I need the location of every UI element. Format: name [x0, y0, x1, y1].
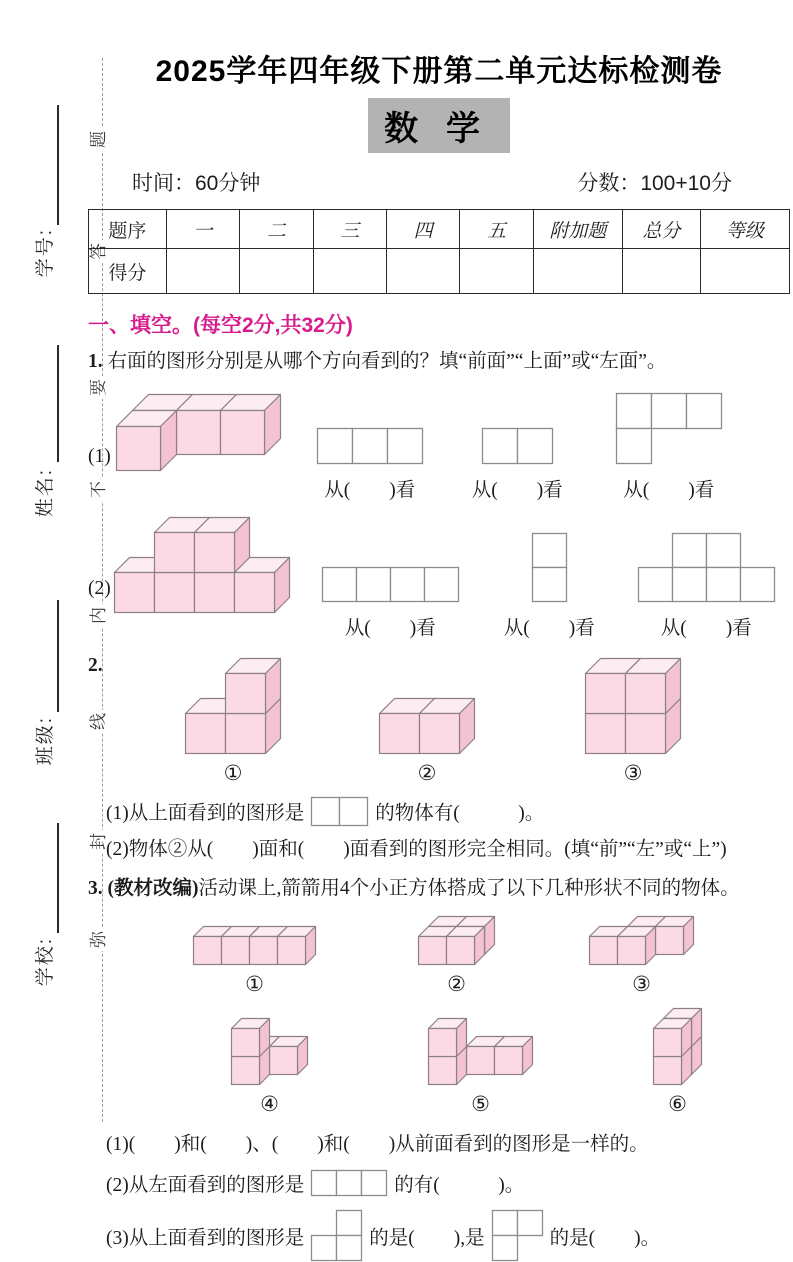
school-label: 学校: [35, 937, 56, 987]
q3-object-5 [427, 1017, 534, 1117]
student-id-blank [57, 105, 59, 225]
q2-part1-inline-figure [310, 796, 369, 827]
q2-part1-suffix: 的物体有( )。 [375, 803, 545, 825]
q1-part2-object-figure [113, 516, 291, 614]
q3-object-4 [230, 1017, 309, 1117]
q3-part3 [106, 1209, 790, 1262]
q2-part1-prefix: (1)从上面看到的图形是 [106, 803, 305, 825]
meta-row [88, 167, 790, 197]
side-view-figure [481, 427, 554, 465]
score-table [88, 209, 790, 294]
cube-figure [588, 915, 695, 966]
q3-stem: 活动课上,箭箭用4个小正方体搭成了以下几种形状不同的物体。 [198, 877, 740, 899]
q3-part2 [106, 1169, 790, 1197]
q1-part2-view2 [504, 532, 595, 640]
q3-part2-prefix: (2)从左面看到的图形是 [106, 1175, 305, 1197]
q2-figures-row [184, 657, 790, 786]
seal-char: 内 [90, 604, 115, 627]
q3-part2-suffix: 的有( )。 [394, 1175, 525, 1197]
class-label: 班级: [35, 716, 56, 766]
score-row-label: 得分 [89, 249, 167, 294]
figure-label: ② [417, 760, 437, 785]
figure-label: ④ [260, 1092, 279, 1117]
score-table-score-row [89, 249, 790, 294]
student-id-label: 学号: [35, 228, 56, 278]
score-table-header-cell: 四 [386, 210, 459, 249]
q3-number: 3. [88, 877, 103, 899]
q1-part1-view3 [615, 392, 723, 502]
q3-object-3 [588, 915, 695, 997]
front-view-figure [316, 427, 424, 465]
time-label: 时间：60分钟 [132, 172, 261, 195]
q1-text [88, 348, 790, 376]
q3-object-1 [192, 925, 317, 997]
subject-row [88, 98, 790, 153]
figure-label: ⑥ [668, 1092, 687, 1117]
figure-label: ① [223, 760, 243, 785]
cube-figure [584, 657, 682, 755]
q1-stem: 右面的图形分别是从哪个方向看到的？填“前面”“上面”或“左面”。 [107, 351, 667, 372]
q3-part3-inline-figure-b [491, 1209, 544, 1262]
q3-part2-inline-figure [310, 1169, 388, 1197]
score-label: 分数：100+10分 [577, 172, 732, 195]
q2-object-2 [378, 697, 476, 786]
class-blank [57, 600, 59, 712]
seal-char: 答 [90, 240, 115, 263]
q3-part3-mid: 的是( ),是 [369, 1227, 485, 1249]
score-table-header-cell: 三 [313, 210, 386, 249]
score-table-header-cell: 附加题 [533, 210, 622, 249]
top-view-figure [321, 566, 460, 603]
score-cell [533, 249, 622, 294]
school-blank [57, 823, 59, 933]
subject-highlight: 数学 [368, 98, 510, 153]
paper-content [88, 0, 790, 1262]
q2-object-3 [584, 657, 682, 786]
figure-label: ⑤ [471, 1092, 490, 1117]
q1-part2-label: (2) [88, 578, 111, 600]
q2-part2-text: (2)物体②从( )面和( )面看到的图形完全相同。(填“前”“左”或“上”) [106, 838, 727, 860]
q1-number: 1. [88, 351, 103, 372]
q1-part1-view1 [316, 427, 424, 502]
top-view-figure [615, 392, 723, 465]
q1-part1-row [88, 392, 790, 502]
cube-figure [230, 1017, 309, 1086]
score-cell [386, 249, 459, 294]
q3-part3-prefix: (3)从上面看到的图形是 [106, 1227, 305, 1249]
view-caption: 从( )看 [623, 480, 715, 502]
score-cell [460, 249, 533, 294]
score-cell [240, 249, 313, 294]
cube-figure [192, 925, 317, 966]
side-view-figure [531, 532, 568, 603]
q3-part1 [106, 1131, 790, 1159]
score-table-header-cell: 二 [240, 210, 313, 249]
q1-part1-object-figure [115, 393, 282, 472]
cube-figure [378, 697, 476, 755]
paper-title: 2025学年四年级下册第二单元达标检测卷 [155, 55, 723, 88]
q3-figures-row1 [192, 915, 790, 997]
seal-char: 线 [90, 710, 115, 733]
section1-heading: 一、填空。(每空2分,共32分) [88, 314, 353, 337]
q3-tag: (教材改编) [107, 877, 199, 899]
score-cell [166, 249, 239, 294]
view-caption: 从( )看 [660, 618, 752, 640]
q1-part1-label: (1) [88, 446, 111, 468]
figure-label: ③ [632, 972, 651, 997]
score-table-header-cell: 等级 [700, 210, 789, 249]
score-table-header-cell: 一 [166, 210, 239, 249]
seal-char: 弥 [90, 928, 115, 951]
q1-part2-view1 [321, 566, 460, 640]
score-cell [622, 249, 700, 294]
seal-char: 封 [90, 830, 115, 853]
seal-char: 不 [90, 478, 115, 501]
q1-part1-view2 [472, 427, 563, 502]
seal-char: 要 [90, 376, 115, 399]
name-blank [57, 345, 59, 462]
score-table-header-cell: 五 [460, 210, 533, 249]
view-caption: 从( )看 [503, 618, 595, 640]
cube-figure [652, 1007, 703, 1086]
cube-figure [427, 1017, 534, 1086]
figure-label: ① [245, 972, 264, 997]
q3-figures-row2 [230, 1007, 790, 1117]
q3-object-6 [652, 1007, 703, 1117]
score-table-header-cell: 题序 [89, 210, 167, 249]
score-table-header-cell: 总分 [622, 210, 700, 249]
q2-part1 [106, 796, 790, 827]
front-view-figure [637, 532, 776, 603]
figure-label: ③ [623, 760, 643, 785]
q1-part2-view3 [637, 532, 776, 640]
q1-part2-row [88, 516, 790, 640]
score-cell [700, 249, 789, 294]
q2-object-1 [184, 657, 282, 786]
view-caption: 从( )看 [344, 618, 436, 640]
figure-label: ② [447, 972, 466, 997]
q2-part2 [106, 836, 790, 864]
cube-figure [184, 657, 282, 755]
score-cell [313, 249, 386, 294]
view-caption: 从( )看 [324, 480, 416, 502]
q3-part1-text: (1)( )和( )、( )和( )从前面看到的图形是一样的。 [106, 1134, 649, 1156]
cube-figure [417, 915, 496, 966]
seal-char: 题 [90, 128, 115, 151]
q3-part3-inline-figure-a [310, 1209, 363, 1262]
view-caption: 从( )看 [471, 480, 563, 502]
q3-text [88, 875, 790, 903]
q2-number: 2. [88, 655, 103, 677]
q3-object-2 [417, 915, 496, 997]
name-label: 姓名: [35, 468, 56, 518]
q3-part3-suffix: 的是( )。 [549, 1227, 661, 1249]
score-table-header-row [89, 210, 790, 249]
